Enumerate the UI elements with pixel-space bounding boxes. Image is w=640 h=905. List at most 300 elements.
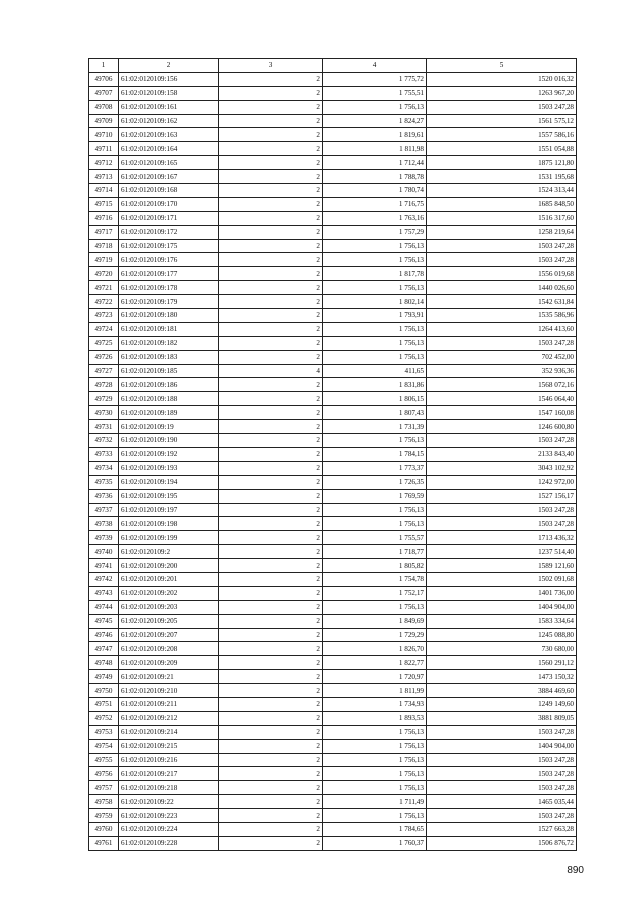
area-cell: 1 752,17 [323,586,427,600]
table-row [89,461,577,475]
value-cell: 1249 149,60 [427,697,577,711]
cadastral-number-cell: 61:02:0120109:177 [119,267,219,281]
row-number-cell: 49710 [89,128,119,142]
area-cell: 1 729,29 [323,628,427,642]
table-row [89,822,577,836]
cadastral-number-cell: 61:02:0120109:197 [119,503,219,517]
area-cell: 1 756,13 [323,322,427,336]
row-number-cell: 49749 [89,670,119,684]
table-row [89,767,577,781]
table-row [89,503,577,517]
value-cell: 1560 291,12 [427,656,577,670]
cadastral-number-cell: 61:02:0120109:228 [119,836,219,850]
row-number-cell: 49709 [89,114,119,128]
category-cell: 4 [219,364,323,378]
value-cell: 1258 219,64 [427,225,577,239]
value-cell: 1503 247,28 [427,781,577,795]
value-cell: 1589 121,60 [427,559,577,573]
value-cell: 1503 247,28 [427,753,577,767]
value-cell: 1551 054,88 [427,142,577,156]
value-cell: 1503 247,28 [427,253,577,267]
row-number-cell: 49722 [89,295,119,309]
value-cell: 1546 064,40 [427,392,577,406]
table-row [89,309,577,323]
cadastral-number-cell: 61:02:0120109:175 [119,239,219,253]
value-cell: 1520 016,32 [427,72,577,86]
row-number-cell: 49729 [89,392,119,406]
cadastral-number-cell: 61:02:0120109:179 [119,295,219,309]
area-cell: 1 756,13 [323,100,427,114]
row-number-cell: 49751 [89,697,119,711]
cadastral-number-cell: 61:02:0120109:216 [119,753,219,767]
value-cell: 1556 019,68 [427,267,577,281]
category-cell: 2 [219,322,323,336]
row-number-cell: 49760 [89,822,119,836]
value-cell: 3043 102,92 [427,461,577,475]
row-number-cell: 49712 [89,156,119,170]
area-cell: 1 784,65 [323,822,427,836]
table-row [89,559,577,573]
category-cell: 2 [219,559,323,573]
table-row [89,225,577,239]
row-number-cell: 49747 [89,642,119,656]
area-cell: 1 775,72 [323,72,427,86]
table-row [89,809,577,823]
category-cell: 2 [219,295,323,309]
area-cell: 1 824,27 [323,114,427,128]
category-cell: 2 [219,739,323,753]
category-cell: 2 [219,378,323,392]
cadastral-number-cell: 61:02:0120109:217 [119,767,219,781]
category-cell: 2 [219,434,323,448]
value-cell: 1713 436,32 [427,531,577,545]
table-row [89,517,577,531]
area-cell: 1 756,13 [323,600,427,614]
area-cell: 1 755,57 [323,531,427,545]
value-cell: 1242 972,00 [427,475,577,489]
table-row [89,572,577,586]
area-cell: 1 720,97 [323,670,427,684]
row-number-cell: 49718 [89,239,119,253]
area-cell: 1 819,61 [323,128,427,142]
area-cell: 1 756,13 [323,781,427,795]
area-cell: 1 826,70 [323,642,427,656]
area-cell: 1 756,13 [323,809,427,823]
cadastral-number-cell: 61:02:0120109:183 [119,350,219,364]
row-number-cell: 49736 [89,489,119,503]
cadastral-number-cell: 61:02:0120109:192 [119,447,219,461]
row-number-cell: 49742 [89,572,119,586]
table-row [89,100,577,114]
value-cell: 1401 736,00 [427,586,577,600]
table-row [89,614,577,628]
row-number-cell: 49733 [89,447,119,461]
area-cell: 1 811,99 [323,684,427,698]
value-cell: 1502 091,68 [427,572,577,586]
column-header-4: 4 [323,59,427,73]
area-cell: 1 893,53 [323,711,427,725]
cadastral-number-cell: 61:02:0120109:200 [119,559,219,573]
table-row [89,86,577,100]
cadastral-number-cell: 61:02:0120109:193 [119,461,219,475]
row-number-cell: 49724 [89,322,119,336]
row-number-cell: 49740 [89,545,119,559]
table-row [89,336,577,350]
row-number-cell: 49750 [89,684,119,698]
category-cell: 2 [219,406,323,420]
row-number-cell: 49738 [89,517,119,531]
value-cell: 1246 600,80 [427,420,577,434]
cadastral-number-cell: 61:02:0120109:214 [119,725,219,739]
table-row [89,725,577,739]
area-cell: 1 756,13 [323,336,427,350]
cadastral-number-cell: 61:02:0120109:224 [119,822,219,836]
value-cell: 1557 586,16 [427,128,577,142]
value-cell: 1503 247,28 [427,336,577,350]
table-row [89,239,577,253]
area-cell: 1 755,51 [323,86,427,100]
value-cell: 1245 088,80 [427,628,577,642]
category-cell: 2 [219,753,323,767]
category-cell: 2 [219,670,323,684]
area-cell: 1 763,16 [323,211,427,225]
area-cell: 1 760,37 [323,836,427,850]
area-cell: 1 780,74 [323,184,427,198]
area-cell: 1 817,78 [323,267,427,281]
cadastral-number-cell: 61:02:0120109:199 [119,531,219,545]
value-cell: 1440 026,60 [427,281,577,295]
value-cell: 1503 247,28 [427,809,577,823]
cadastral-number-cell: 61:02:0120109:189 [119,406,219,420]
table-row [89,267,577,281]
value-cell: 1404 904,00 [427,739,577,753]
category-cell: 2 [219,517,323,531]
area-cell: 1 716,75 [323,197,427,211]
area-cell: 1 756,13 [323,281,427,295]
table-row [89,711,577,725]
area-cell: 1 712,44 [323,156,427,170]
category-cell: 2 [219,184,323,198]
row-number-cell: 49721 [89,281,119,295]
row-number-cell: 49754 [89,739,119,753]
table-row [89,586,577,600]
cadastral-number-cell: 61:02:0120109:185 [119,364,219,378]
category-cell: 2 [219,281,323,295]
table-row [89,545,577,559]
category-cell: 2 [219,628,323,642]
area-cell: 1 756,13 [323,253,427,267]
category-cell: 2 [219,128,323,142]
value-cell: 1527 663,28 [427,822,577,836]
row-number-cell: 49737 [89,503,119,517]
value-cell: 1583 334,64 [427,614,577,628]
category-cell: 2 [219,531,323,545]
table-row [89,489,577,503]
area-cell: 1 793,91 [323,309,427,323]
row-number-cell: 49707 [89,86,119,100]
row-number-cell: 49758 [89,795,119,809]
area-cell: 1 711,49 [323,795,427,809]
table-row [89,781,577,795]
category-cell: 2 [219,461,323,475]
value-cell: 1237 514,40 [427,545,577,559]
table-row [89,642,577,656]
value-cell: 1568 072,16 [427,378,577,392]
value-cell: 1524 313,44 [427,184,577,198]
row-number-cell: 49746 [89,628,119,642]
category-cell: 2 [219,600,323,614]
row-number-cell: 49717 [89,225,119,239]
value-cell: 1875 121,80 [427,156,577,170]
area-cell: 1 756,13 [323,739,427,753]
area-cell: 1 784,15 [323,447,427,461]
area-cell: 1 769,59 [323,489,427,503]
category-cell: 2 [219,336,323,350]
row-number-cell: 49745 [89,614,119,628]
row-number-cell: 49711 [89,142,119,156]
column-header-2: 2 [119,59,219,73]
value-cell: 1685 848,50 [427,197,577,211]
row-number-cell: 49756 [89,767,119,781]
table-row [89,114,577,128]
row-number-cell: 49739 [89,531,119,545]
area-cell: 1 731,39 [323,420,427,434]
area-cell: 1 806,15 [323,392,427,406]
category-cell: 2 [219,586,323,600]
category-cell: 2 [219,114,323,128]
table-body [89,72,577,850]
area-cell: 1 757,29 [323,225,427,239]
table-row [89,142,577,156]
page-number: 890 [567,865,584,876]
table-row [89,378,577,392]
table-row [89,656,577,670]
row-number-cell: 49715 [89,197,119,211]
table-row [89,795,577,809]
cadastral-number-cell: 61:02:0120109:188 [119,392,219,406]
area-cell: 1 718,77 [323,545,427,559]
category-cell: 2 [219,725,323,739]
area-cell: 1 805,82 [323,559,427,573]
category-cell: 2 [219,795,323,809]
row-number-cell: 49727 [89,364,119,378]
table-row [89,128,577,142]
category-cell: 2 [219,545,323,559]
table-row [89,392,577,406]
row-number-cell: 49735 [89,475,119,489]
area-cell: 1 756,13 [323,503,427,517]
value-cell: 1547 160,08 [427,406,577,420]
category-cell: 2 [219,822,323,836]
cadastral-value-table [88,58,577,851]
value-cell: 1473 150,32 [427,670,577,684]
value-cell: 1542 631,84 [427,295,577,309]
category-cell: 2 [219,836,323,850]
category-cell: 2 [219,309,323,323]
table-row [89,322,577,336]
table-row [89,531,577,545]
category-cell: 2 [219,225,323,239]
cadastral-number-cell: 61:02:0120109:180 [119,309,219,323]
category-cell: 2 [219,489,323,503]
column-header-3: 3 [219,59,323,73]
cadastral-number-cell: 61:02:0120109:176 [119,253,219,267]
category-cell: 2 [219,142,323,156]
table-row [89,295,577,309]
table-row [89,72,577,86]
category-cell: 2 [219,614,323,628]
category-cell: 2 [219,711,323,725]
cadastral-number-cell: 61:02:0120109:207 [119,628,219,642]
cadastral-number-cell: 61:02:0120109:209 [119,656,219,670]
row-number-cell: 49755 [89,753,119,767]
table-row [89,753,577,767]
row-number-cell: 49731 [89,420,119,434]
area-cell: 1 831,86 [323,378,427,392]
cadastral-number-cell: 61:02:0120109:223 [119,809,219,823]
cadastral-number-cell: 61:02:0120109:161 [119,100,219,114]
value-cell: 730 680,00 [427,642,577,656]
cadastral-number-cell: 61:02:0120109:215 [119,739,219,753]
cadastral-number-cell: 61:02:0120109:178 [119,281,219,295]
row-number-cell: 49741 [89,559,119,573]
category-cell: 2 [219,253,323,267]
cadastral-number-cell: 61:02:0120109:163 [119,128,219,142]
table-row [89,197,577,211]
cadastral-number-cell: 61:02:0120109:170 [119,197,219,211]
cadastral-number-cell: 61:02:0120109:211 [119,697,219,711]
cadastral-number-cell: 61:02:0120109:22 [119,795,219,809]
row-number-cell: 49706 [89,72,119,86]
cadastral-number-cell: 61:02:0120109:190 [119,434,219,448]
category-cell: 2 [219,211,323,225]
row-number-cell: 49748 [89,656,119,670]
row-number-cell: 49743 [89,586,119,600]
category-cell: 2 [219,72,323,86]
area-cell: 1 754,78 [323,572,427,586]
cadastral-number-cell: 61:02:0120109:194 [119,475,219,489]
value-cell: 352 936,36 [427,364,577,378]
row-number-cell: 49744 [89,600,119,614]
value-cell: 1506 876,72 [427,836,577,850]
category-cell: 2 [219,503,323,517]
column-header-5: 5 [427,59,577,73]
cadastral-number-cell: 61:02:0120109:167 [119,170,219,184]
area-cell: 1 726,35 [323,475,427,489]
table-row [89,434,577,448]
cadastral-number-cell: 61:02:0120109:162 [119,114,219,128]
category-cell: 2 [219,100,323,114]
cadastral-number-cell: 61:02:0120109:186 [119,378,219,392]
cadastral-number-cell: 61:02:0120109:168 [119,184,219,198]
category-cell: 2 [219,267,323,281]
category-cell: 2 [219,420,323,434]
cadastral-number-cell: 61:02:0120109:212 [119,711,219,725]
value-cell: 1503 247,28 [427,517,577,531]
table-row [89,600,577,614]
table-row [89,364,577,378]
category-cell: 2 [219,447,323,461]
area-cell: 1 756,13 [323,767,427,781]
value-cell: 1264 413,60 [427,322,577,336]
cadastral-number-cell: 61:02:0120109:171 [119,211,219,225]
row-number-cell: 49752 [89,711,119,725]
row-number-cell: 49757 [89,781,119,795]
category-cell: 2 [219,156,323,170]
row-number-cell: 49730 [89,406,119,420]
category-cell: 2 [219,170,323,184]
table-row [89,184,577,198]
area-cell: 1 756,13 [323,434,427,448]
table-row [89,684,577,698]
value-cell: 1503 247,28 [427,239,577,253]
value-cell: 1404 904,00 [427,600,577,614]
row-number-cell: 49761 [89,836,119,850]
table-row [89,211,577,225]
value-cell: 1503 247,28 [427,434,577,448]
table-row [89,156,577,170]
table-row [89,170,577,184]
category-cell: 2 [219,475,323,489]
value-cell: 2133 843,40 [427,447,577,461]
category-cell: 2 [219,350,323,364]
row-number-cell: 49732 [89,434,119,448]
value-cell: 702 452,00 [427,350,577,364]
row-number-cell: 49726 [89,350,119,364]
table-row [89,628,577,642]
cadastral-number-cell: 61:02:0120109:21 [119,670,219,684]
cadastral-number-cell: 61:02:0120109:158 [119,86,219,100]
cadastral-number-cell: 61:02:0120109:172 [119,225,219,239]
category-cell: 2 [219,572,323,586]
area-cell: 1 756,13 [323,517,427,531]
table-row [89,253,577,267]
row-number-cell: 49708 [89,100,119,114]
value-cell: 1516 317,60 [427,211,577,225]
table-row [89,447,577,461]
area-cell: 1 822,77 [323,656,427,670]
row-number-cell: 49716 [89,211,119,225]
row-number-cell: 49725 [89,336,119,350]
cadastral-number-cell: 61:02:0120109:202 [119,586,219,600]
row-number-cell: 49753 [89,725,119,739]
cadastral-number-cell: 61:02:0120109:201 [119,572,219,586]
cadastral-number-cell: 61:02:0120109:2 [119,545,219,559]
area-cell: 411,65 [323,364,427,378]
value-cell: 1503 247,28 [427,725,577,739]
row-number-cell: 49714 [89,184,119,198]
area-cell: 1 807,43 [323,406,427,420]
category-cell: 2 [219,642,323,656]
cadastral-number-cell: 61:02:0120109:181 [119,322,219,336]
cadastral-number-cell: 61:02:0120109:19 [119,420,219,434]
row-number-cell: 49759 [89,809,119,823]
area-cell: 1 756,13 [323,753,427,767]
table-row [89,836,577,850]
table-row [89,697,577,711]
area-cell: 1 734,93 [323,697,427,711]
row-number-cell: 49713 [89,170,119,184]
value-cell: 1263 967,20 [427,86,577,100]
row-number-cell: 49720 [89,267,119,281]
row-number-cell: 49719 [89,253,119,267]
category-cell: 2 [219,684,323,698]
value-cell: 3884 469,60 [427,684,577,698]
category-cell: 2 [219,809,323,823]
area-cell: 1 756,13 [323,725,427,739]
value-cell: 1503 247,28 [427,767,577,781]
cadastral-number-cell: 61:02:0120109:210 [119,684,219,698]
